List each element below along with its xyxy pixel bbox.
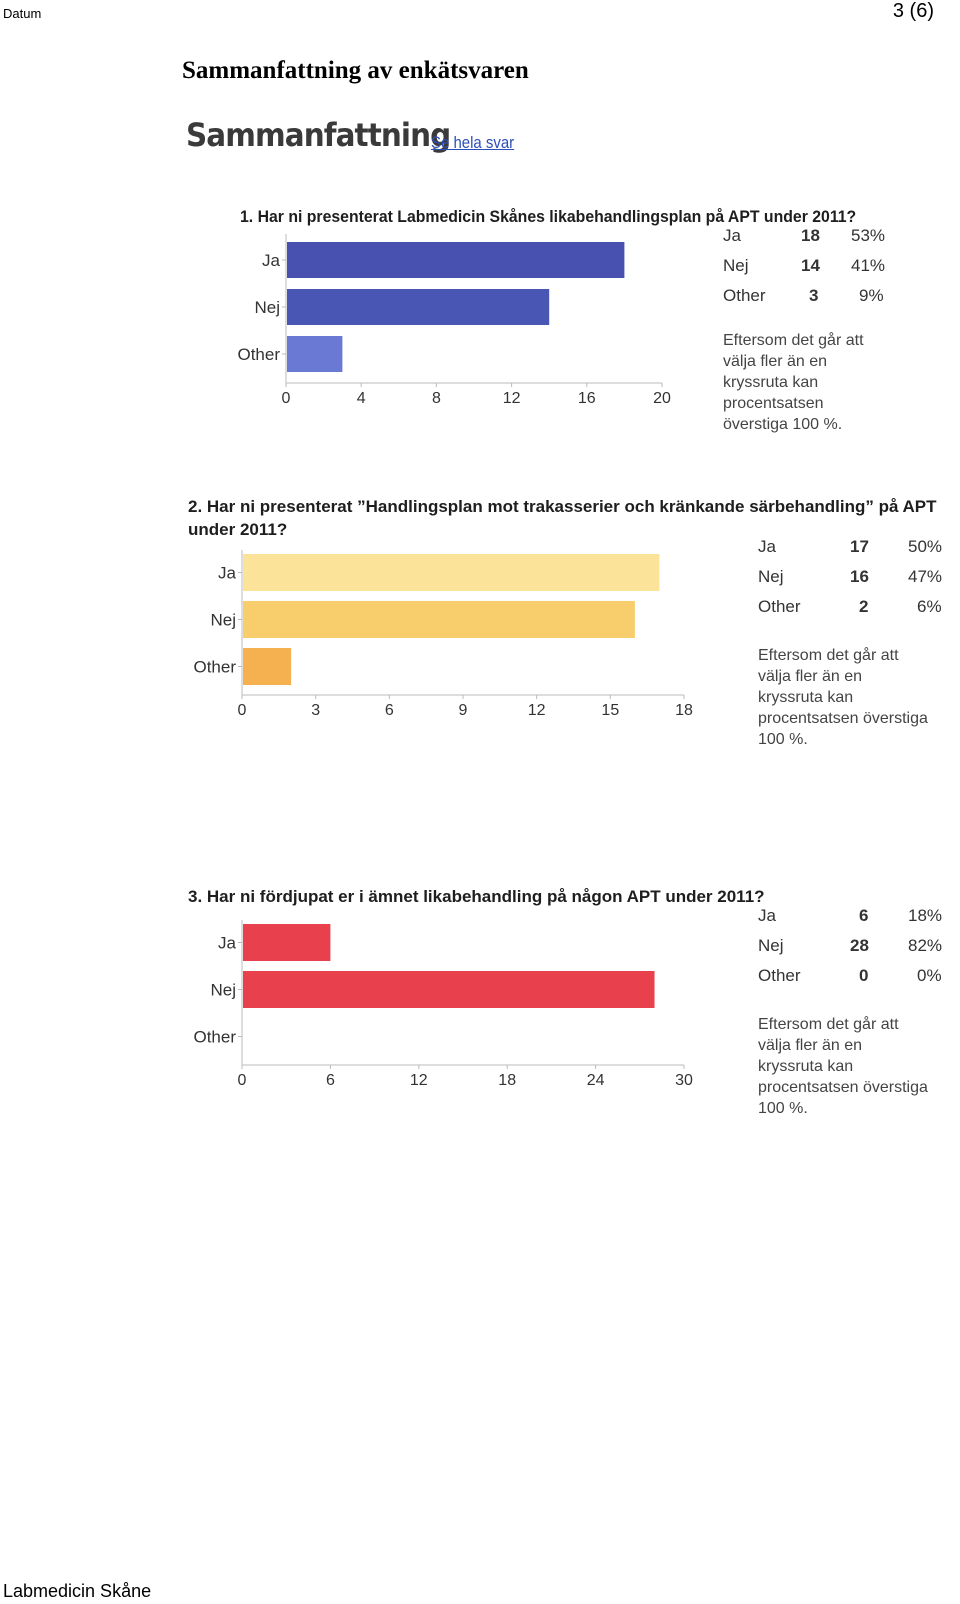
bar-nej [243, 601, 635, 638]
bar-ja [243, 554, 659, 591]
bar-chart [180, 550, 700, 723]
stat-count: 14 [801, 256, 820, 275]
header-date-label: Datum [3, 6, 42, 21]
percentage-note: Eftersom det går att välja fler än en kryssruta kan procentsatsen överstiga 100 %. [758, 1016, 928, 1117]
x-tick-label: 30 [675, 1072, 693, 1089]
category-label: Other [193, 657, 236, 677]
bar-ja [243, 924, 330, 961]
category-label: Ja [218, 933, 236, 953]
percentage-note: Eftersom det går att välja fler än en kryssruta kan procentsatsen överstiga 100 %. [758, 647, 928, 748]
x-tick-label: 9 [458, 702, 468, 719]
x-tick-label: 18 [498, 1072, 517, 1089]
category-label: Other [237, 345, 280, 364]
stat-row [723, 226, 886, 256]
stat-percent: 50% [908, 537, 943, 556]
stat-label: Nej [758, 567, 784, 586]
x-tick-label: 12 [527, 702, 546, 719]
stats-table [758, 537, 948, 627]
stat-count: 6 [859, 906, 869, 925]
stat-count: 28 [850, 936, 869, 955]
stat-row [723, 286, 883, 316]
x-tick-label: 4 [356, 390, 366, 407]
stat-row [723, 256, 886, 286]
summary-heading: Sammanfattning [186, 116, 451, 154]
stat-percent: 41% [851, 256, 886, 275]
stat-percent: 82% [908, 936, 943, 955]
stat-label: Nej [723, 256, 749, 275]
stat-label: Ja [758, 906, 776, 925]
see-all-answers-link[interactable]: Se hela svar [431, 133, 515, 152]
stat-label: Other [758, 597, 801, 616]
document-title: Sammanfattning av enkätsvaren [182, 57, 529, 84]
stat-percent: 47% [908, 567, 943, 586]
category-label: Nej [254, 298, 280, 317]
stat-label: Other [723, 286, 766, 305]
stat-row [758, 966, 948, 996]
bar-other [243, 648, 291, 685]
category-label: Other [193, 1027, 236, 1047]
x-tick-label: 15 [601, 702, 620, 719]
stat-row [758, 906, 948, 936]
x-tick-label: 6 [384, 702, 394, 719]
percentage-note: Eftersom det går att välja fler än en kryssruta kan procentsatsen överstiga 100 %. [723, 332, 864, 433]
chart-svg [180, 920, 700, 1093]
x-tick-label: 6 [325, 1072, 335, 1089]
x-tick-label: 3 [311, 702, 321, 719]
stat-percent: 9% [859, 286, 884, 305]
stat-count: 18 [801, 226, 820, 245]
x-tick-label: 0 [281, 390, 291, 407]
bar-nej [287, 289, 549, 325]
stat-label: Nej [758, 936, 784, 955]
question-title: 3. Har ni fördjupat er i ämnet likabehandling på någon APT under 2011? [188, 887, 765, 906]
x-tick-label: 18 [675, 702, 693, 719]
category-label: Nej [210, 610, 236, 630]
x-tick-label: 24 [586, 1072, 605, 1089]
stat-count: 3 [809, 286, 819, 305]
bar-ja [287, 242, 624, 278]
stat-label: Other [758, 966, 801, 985]
page-number: 3 (6) [892, 0, 934, 22]
footer-organization: Labmedicin Skåne [3, 1581, 152, 1601]
stat-percent: 6% [917, 597, 942, 616]
x-tick-label: 0 [237, 1072, 247, 1089]
stat-percent: 0% [917, 966, 942, 985]
bar-nej [243, 971, 655, 1008]
stat-percent: 53% [851, 226, 886, 245]
stat-count: 2 [859, 597, 869, 616]
x-tick-label: 20 [653, 390, 671, 407]
x-tick-label: 16 [577, 390, 596, 407]
x-tick-label: 12 [502, 390, 521, 407]
stat-row [758, 567, 948, 597]
question-title: 2. Har ni presenterat ”Handlingsplan mot trakasserier och kränkande särbehandling” på APT under 2011? [188, 497, 937, 539]
stat-percent: 18% [908, 906, 943, 925]
x-tick-label: 8 [431, 390, 441, 407]
stat-row [758, 537, 948, 567]
question-title: 1. Har ni presenterat Labmedicin Skånes likabehandlingsplan på APT under 2011? [240, 207, 857, 226]
stat-label: Ja [723, 226, 741, 245]
stat-count: 17 [850, 537, 869, 556]
bar-chart [180, 920, 700, 1093]
stat-label: Ja [758, 537, 776, 556]
category-label: Ja [262, 251, 280, 270]
stat-count: 0 [859, 966, 869, 985]
chart-svg [230, 234, 680, 411]
stat-row [758, 936, 948, 966]
x-tick-label: 0 [237, 702, 247, 719]
x-tick-label: 12 [409, 1072, 428, 1089]
category-label: Ja [218, 563, 236, 583]
bar-other [287, 336, 342, 372]
stats-table [723, 226, 886, 316]
category-label: Nej [210, 980, 236, 1000]
stats-table [758, 906, 948, 996]
chart-svg [180, 550, 700, 723]
stat-count: 16 [850, 567, 869, 586]
stat-row [758, 597, 948, 627]
bar-chart [230, 234, 680, 411]
